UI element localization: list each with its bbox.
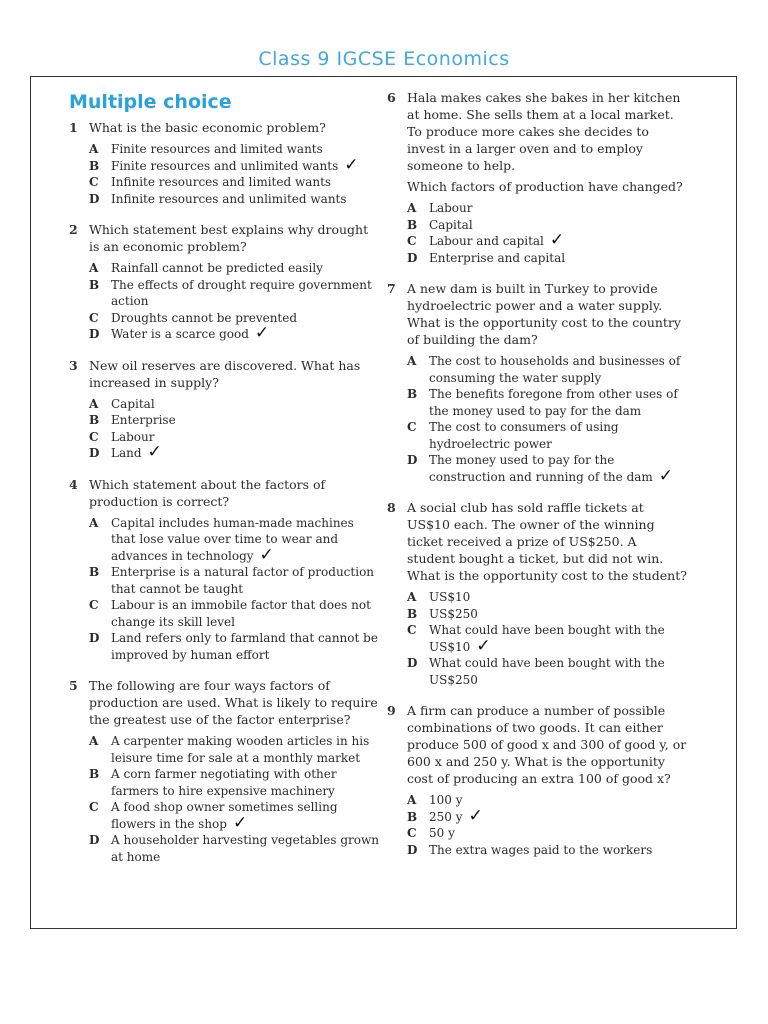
option-label: The money used to pay for the construction and running of the dam [429,453,653,484]
option-label: The benefits foregone from other uses of the money used to pay for the dam [429,387,678,418]
option-text [429,452,687,485]
question-4 [69,476,381,664]
option-b [89,277,381,310]
option-label: Capital [429,217,473,232]
option-letter: A [407,793,417,807]
option-label: A food shop owner sometimes selling flowers in the shop [111,800,338,831]
option-label: Infinite resources and limited wants [111,175,332,189]
option-letter: A [89,142,99,156]
option-text [111,733,381,766]
question-text: What is the basic economic problem? [89,120,326,135]
option-label: Infinite resources and unlimited wants [111,191,347,206]
option-text [429,386,687,419]
option-c [407,622,687,655]
option-letter: C [407,826,417,840]
question-5 [69,677,381,865]
option-label: The extra wages paid to the workers [429,842,653,857]
option-text [429,200,687,217]
option-text [111,597,381,630]
question-stem [387,702,687,787]
option-text [429,419,687,452]
option-c [89,597,381,630]
question-text: A firm can produce a number of possible combinations of two goods. It can either produce 500 of good x and 300 of good y, or 600 x and 250 y. What is the opportunity cost of producing an extra 100 of good x? [407,703,687,786]
option-label: Land refers only to farmland that cannot be improved by human effort [111,631,378,662]
option-list [387,353,687,485]
question-number: 2 [69,222,78,237]
option-letter: C [89,800,99,814]
checkmark-icon: ✓ [658,465,674,486]
option-d [89,832,381,865]
option-letter: C [89,598,99,612]
option-letter: B [89,413,100,427]
option-a [89,141,381,158]
question-text: Hala makes cakes she bakes in her kitchen at home. She sells them at a local market. To produce more cakes she decides to invest in a larger oven and to employ someone to help. [407,90,681,173]
question-stem [387,89,687,174]
option-text [429,589,687,606]
option-label: US$250 [429,606,478,621]
option-b [89,154,381,175]
option-b [89,412,381,429]
option-text [111,277,381,310]
option-letter: A [89,261,99,275]
option-text [111,442,381,462]
option-list [387,792,687,858]
option-label: Rainfall cannot be predicted easily [111,261,323,275]
option-label: A corn farmer negotiating with other farmers to hire expensive machinery [111,767,337,798]
question-number: 1 [69,120,78,135]
checkmark-icon: ✓ [468,805,483,826]
option-letter: D [407,842,418,857]
option-letter: B [407,809,418,824]
option-list [69,515,381,664]
option-text [111,323,381,343]
question-stem [69,119,381,136]
checkmark-icon: ✓ [549,230,565,250]
option-a [89,733,381,766]
question-number: 3 [69,357,78,373]
option-letter: C [407,234,417,248]
option-d [407,842,687,859]
option-text [111,515,381,565]
option-text [111,799,381,832]
option-text [429,792,687,809]
question-text: New oil reserves are discovered. What has increased in supply? [89,357,361,390]
option-d [89,191,381,208]
option-letter: B [407,217,418,232]
option-letter: D [407,250,418,265]
option-list [387,200,687,266]
option-list [69,396,381,462]
option-letter: B [89,277,100,292]
option-text [429,842,687,859]
option-label: Labour [111,429,155,444]
option-c [89,174,381,191]
option-label: Labour [429,201,473,215]
question-stem [69,221,381,255]
option-letter: D [89,191,100,206]
option-letter: D [89,631,100,645]
page-header-title: Class 9 IGCSE Economics [258,48,510,70]
question-stem [69,357,381,391]
option-letter: A [89,734,99,748]
option-label: What could have been bought with the US$250 [429,656,665,687]
option-label: Enterprise and capital [429,250,566,265]
option-c [407,419,687,452]
option-label: 50 y [429,826,455,840]
checkmark-icon: ✓ [254,323,270,343]
question-text: The following are four ways factors of production are used. What is likely to require the greatest use of the factor enterprise? [89,678,378,727]
option-text [111,766,381,799]
option-text [111,564,381,597]
option-letter: A [407,201,417,215]
option-a [407,792,687,809]
option-label: Land [111,446,142,460]
option-a [89,515,381,565]
option-b [407,805,687,826]
option-label: The cost to consumers of using hydroelectric power [429,420,619,451]
option-text [429,606,687,623]
option-letter: D [89,446,100,460]
option-label: Capital [111,396,155,411]
question-9 [387,702,687,858]
question-number: 7 [387,281,396,296]
question-text: Which statement about the factors of production is correct? [89,476,326,509]
option-list [69,733,381,865]
option-letter: D [407,656,418,670]
option-label: Droughts cannot be prevented [111,310,298,325]
option-text [429,230,687,250]
question-2 [69,221,381,343]
question-subprompt: Which factors of production have changed? [407,179,683,194]
option-label: Finite resources and limited wants [111,142,323,156]
option-list [69,141,381,207]
question-text: Which statement best explains why drought is an economic problem? [89,222,369,254]
option-label: 250 y [429,809,463,824]
section-title: Multiple choice [69,91,232,113]
option-b [89,564,381,597]
question-stem [387,280,687,348]
option-text [111,174,381,191]
question-text: A social club has sold raffle tickets at US$10 each. The owner of the winning ticket received a prize of US$250. A student bought a ticket, but did not win. What is the opportunity cost to the student? [407,500,687,583]
left-column [69,89,381,879]
option-letter: B [89,565,100,579]
question-3 [69,357,381,462]
question-number: 6 [387,90,396,105]
option-b [407,217,687,234]
option-text [111,310,381,327]
option-label: Labour and capital [429,234,544,248]
question-1 [69,119,381,207]
question-stem [69,677,381,728]
option-label: The cost to households and businesses of consuming the water supply [429,354,681,385]
option-b [407,386,687,419]
option-label: Finite resources and unlimited wants [111,158,339,173]
option-label: Labour is an immobile factor that does not change its skill level [111,598,371,629]
option-letter: A [407,354,417,368]
option-c [89,310,381,327]
option-label: A carpenter making wooden articles in his leisure time for sale at a monthly market [111,734,370,765]
checkmark-icon: ✓ [344,154,359,175]
option-d [89,630,381,663]
question-stem [69,476,381,510]
option-d [89,323,381,343]
option-letter: C [407,420,417,434]
option-text [111,412,381,429]
option-letter: D [89,327,100,341]
option-c [407,230,687,250]
option-text [429,655,687,688]
option-letter: A [407,590,417,604]
option-a [407,200,687,217]
question-number: 8 [387,500,396,515]
right-column [387,89,687,872]
question-8 [387,499,687,688]
option-letter: C [89,175,99,189]
left-question-list [69,119,381,865]
option-text [429,353,687,386]
question-7 [387,280,687,485]
option-a [89,396,381,413]
option-list [387,589,687,688]
option-letter: B [89,767,100,781]
option-label: A householder harvesting vegetables grown at home [111,833,379,864]
option-label: 100 y [429,793,463,807]
option-text [111,396,381,413]
option-letter: B [407,606,418,621]
option-text [111,260,381,277]
option-label: Capital includes human-made machines that lose value over time to wear and advances in technology [111,515,354,563]
question-number: 9 [387,703,396,718]
checkmark-icon: ✓ [259,544,274,565]
option-letter: B [89,158,100,173]
option-letter: A [89,396,99,411]
option-text [111,832,381,865]
right-question-list [387,89,687,858]
option-label: US$10 [429,590,471,604]
checkmark-icon: ✓ [476,635,491,656]
worksheet-frame [30,76,737,929]
option-letter: A [89,515,99,530]
option-text [429,622,687,655]
option-c [89,799,381,832]
option-text [111,154,381,175]
option-d [407,452,687,485]
option-text [429,805,687,826]
question-number: 4 [69,476,78,492]
option-letter: C [407,623,417,637]
option-text [111,191,381,208]
option-letter: C [89,429,99,444]
option-list [69,260,381,343]
option-c [89,429,381,446]
option-letter: D [89,833,100,847]
option-text [429,825,687,842]
option-label: Enterprise is a natural factor of production that cannot be taught [111,565,375,596]
checkmark-icon: ✓ [232,812,248,833]
option-label: Enterprise [111,413,176,427]
option-b [407,606,687,623]
option-text [429,250,687,267]
option-a [407,353,687,386]
option-text [111,630,381,663]
option-a [89,260,381,277]
option-b [89,766,381,799]
option-letter: C [89,310,99,325]
option-label: What could have been bought with the US$10 [429,623,665,654]
question-text: A new dam is built in Turkey to provide hydroelectric power and a water supply. What is the opportunity cost to the country of building the dam? [407,281,681,347]
question-stem [387,499,687,584]
option-text [111,141,381,158]
option-label: Water is a scarce good [111,327,249,341]
option-d [89,442,381,462]
checkmark-icon: ✓ [147,442,162,462]
option-letter: B [407,387,418,401]
option-c [407,825,687,842]
option-d [407,250,687,267]
question-6 [387,89,687,266]
option-letter: D [407,453,418,467]
option-label: The effects of drought require government action [111,277,372,308]
option-a [407,589,687,606]
question-number: 5 [69,678,78,693]
option-d [407,655,687,688]
